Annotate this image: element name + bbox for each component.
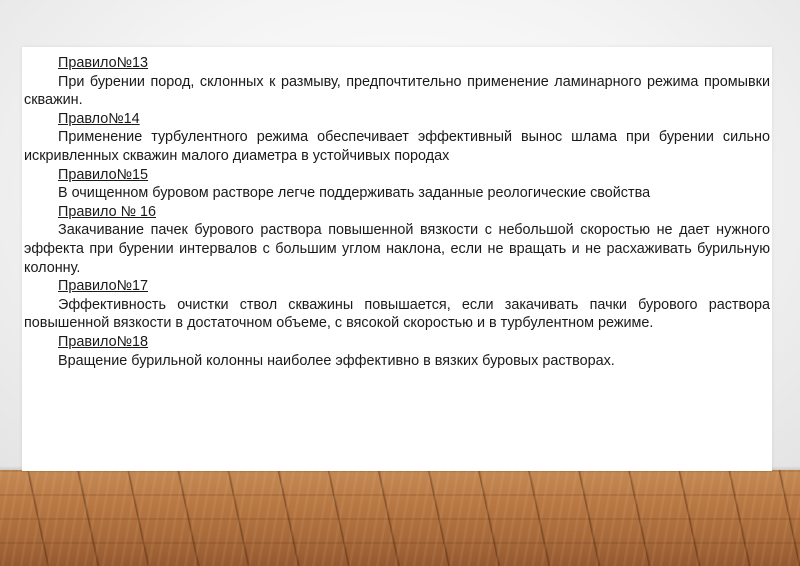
rule-18-body: Вращение бурильной колонны наиболее эффективно в вязких буровых растворах. bbox=[58, 352, 615, 369]
rule-14-body: Применение турбулентного режима обеспечивает эффективный вынос шлама при бурении сильно искривленных скважин малого диаметра в устойчивых породах bbox=[24, 129, 770, 164]
rule-13-body: При бурении пород, склонных к размыву, предпочтительно применение ламинарного режима промывки скважин. bbox=[24, 73, 770, 109]
rule-17-body: Эффективность очистки ствол скважины повышается, если закачивать пачки бурового раствора повышенной вязкости в достаточном объеме, с вясокой скоростью и в турбулентном режиме. bbox=[24, 296, 770, 332]
rule-15-body: В очищенном буровом растворе легче поддерживать заданные реологические свойства bbox=[58, 185, 651, 202]
rule-16-body: Закачивание пачек бурового раствора повышенной вязкости с небольшой скоростью не дает нужного эффекта при бурении интервалов с большим углом наклона, если не вращать и не расхаживать бурильную колонну. bbox=[24, 222, 770, 276]
rule-17-heading: Правило№17 bbox=[58, 278, 149, 295]
rules-text-block bbox=[24, 54, 770, 370]
rule-14-heading: Правло№14 bbox=[58, 110, 140, 127]
rule-13-heading: Правило№13 bbox=[58, 55, 149, 71]
rule-16-heading: Правило № 16 bbox=[58, 203, 157, 220]
wooden-floor bbox=[0, 470, 800, 566]
rule-18-heading: Правило№18 bbox=[58, 333, 149, 350]
rule-15-heading: Правило№15 bbox=[58, 166, 149, 183]
